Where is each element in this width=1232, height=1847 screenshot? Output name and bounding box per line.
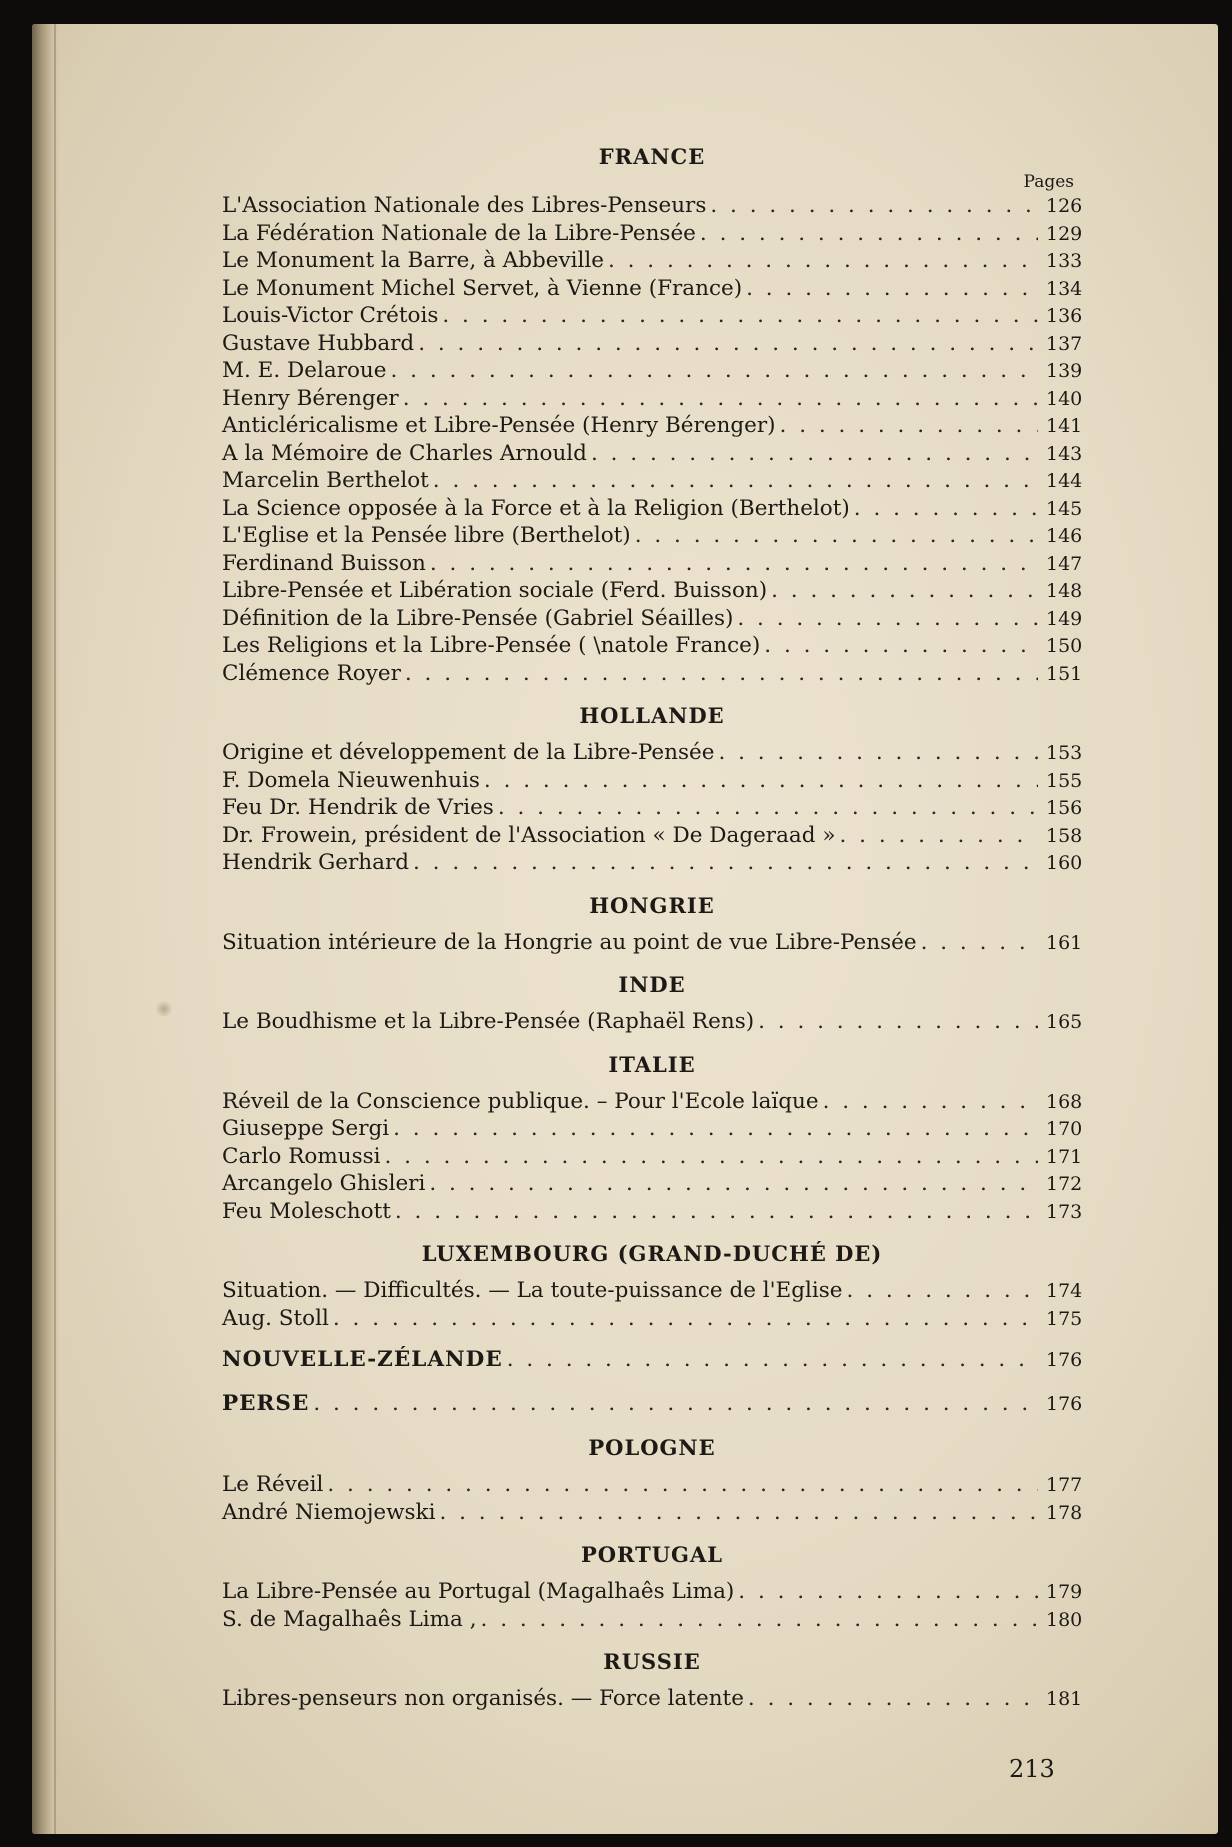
toc-entry [222, 412, 1082, 440]
section-heading-hollande: HOLLANDE [579, 703, 725, 728]
section-heading-entry-nouvelle-zelande [222, 1346, 1082, 1374]
dot-leader [839, 822, 1038, 850]
dot-leader [700, 220, 1038, 248]
entry-title: Feu Moleschott [222, 1198, 391, 1224]
dot-leader [847, 1277, 1038, 1305]
dot-leader [823, 1088, 1038, 1116]
entry-page-number: 178 [1046, 1501, 1083, 1524]
page-smudge [154, 1002, 174, 1016]
entry-page-number: 171 [1046, 1145, 1083, 1168]
entry-title: André Niemojewski [222, 1499, 436, 1525]
entry-page-number: 176 [1046, 1349, 1083, 1371]
toc-entry [222, 739, 1082, 767]
section-heading-france: FRANCE [598, 144, 706, 169]
entry-page-number: 139 [1046, 360, 1083, 382]
entry-page-number: 141 [1046, 415, 1083, 437]
entry-title: NOUVELLE-ZÉLANDE [222, 1347, 503, 1372]
dot-leader [439, 1499, 1038, 1527]
pages-column-label: Pages [1023, 172, 1074, 192]
entry-page-number: 181 [1046, 1688, 1083, 1710]
section-heading-luxembourg: LUXEMBOURG (GRAND-DUCHÉ DE) [421, 1241, 883, 1266]
entry-title: Le Monument Michel Servet, à Vienne (France) [222, 275, 743, 301]
entry-page-number: 144 [1046, 470, 1083, 492]
toc-entry [222, 767, 1082, 795]
entry-title: L'Association Nationale des Libres-Penseurs [222, 193, 707, 218]
entry-title: Carlo Romussi [222, 1143, 381, 1169]
entry-title: Le Boudhisme et la Libre-Pensée (Raphaël Rens) [222, 1009, 755, 1034]
entry-title: Définition de la Libre-Pensée (Gabriel Séailles) [222, 605, 734, 631]
entry-page-number: 165 [1046, 1011, 1083, 1033]
dot-leader [746, 275, 1038, 303]
entry-page-number: 140 [1046, 387, 1083, 410]
toc-entry [222, 1685, 1082, 1713]
entry-page-number: 137 [1046, 332, 1083, 355]
entry-page-number: 151 [1046, 662, 1083, 685]
entry-title: Clémence Royer [222, 660, 401, 686]
toc-entry [222, 632, 1082, 660]
toc-entry [222, 495, 1082, 523]
dot-leader [771, 577, 1038, 605]
entry-title: Marcelin Berthelot [222, 468, 429, 493]
entry-title: Dr. Frowein, président de l'Association « De Dageraad » [222, 822, 836, 848]
toc-entry [222, 1198, 1082, 1226]
entry-page-number: 179 [1046, 1581, 1083, 1603]
toc-entry [222, 1088, 1082, 1116]
toc-entry [222, 577, 1082, 605]
entry-title: La Science opposée à la Force et à la Religion (Berthelot) [222, 495, 850, 521]
entry-title: Aug. Stoll [222, 1305, 329, 1331]
entry-page-number: 180 [1046, 1608, 1083, 1631]
entry-title: Henry Bérenger [222, 385, 399, 411]
dot-leader [780, 412, 1038, 440]
dot-leader [608, 247, 1038, 275]
gutter-fold [54, 24, 56, 1834]
toc-entry [222, 1277, 1082, 1305]
dot-leader [481, 1606, 1038, 1634]
entry-title: Anticléricalisme et Libre-Pensée (Henry Bérenger) [222, 413, 776, 438]
section-heading-russie: RUSSIE [603, 1649, 701, 1674]
book-page [32, 24, 1218, 1834]
entry-page-number: 153 [1046, 742, 1083, 764]
entry-page-number: 143 [1046, 442, 1083, 465]
entry-title: Libres-penseurs non organisés. — Force latente [222, 1686, 744, 1711]
toc-entry [222, 247, 1082, 275]
entry-page-number: 172 [1046, 1173, 1083, 1195]
entry-title: Libre-Pensée et Libération sociale (Ferd. Buisson) [222, 578, 768, 603]
entry-page-number: 176 [1046, 1392, 1083, 1415]
toc-entry [222, 929, 1082, 957]
toc-entry [222, 440, 1082, 468]
entry-page-number: 147 [1046, 552, 1083, 575]
entry-title: Giuseppe Sergi [222, 1116, 390, 1141]
entry-page-number: 173 [1046, 1200, 1083, 1223]
dot-leader [591, 440, 1038, 468]
dot-leader [327, 1471, 1038, 1499]
entry-title: Réveil de la Conscience publique. – Pour l'Ecole laïque [222, 1088, 819, 1114]
page-number: 213 [1009, 1755, 1055, 1783]
dot-leader [413, 849, 1038, 877]
entry-page-number: 161 [1046, 931, 1083, 954]
toc-entry [222, 1578, 1082, 1606]
dot-leader [403, 385, 1038, 413]
entry-title: Gustave Hubbard [222, 330, 415, 356]
entry-title: La Fédération Nationale de la Libre-Pensée [222, 220, 696, 246]
entry-title: A la Mémoire de Charles Arnould [222, 440, 587, 466]
entry-page-number: 160 [1046, 852, 1083, 874]
toc-entry [222, 1143, 1082, 1171]
entry-title: Arcangelo Ghisleri [222, 1171, 426, 1196]
entry-title: Feu Dr. Hendrik de Vries [222, 795, 494, 820]
entry-page-number: 134 [1046, 277, 1083, 300]
entry-title: M. E. Delaroue [222, 358, 387, 383]
entry-page-number: 175 [1046, 1307, 1083, 1330]
dot-leader [738, 1578, 1038, 1606]
dot-leader [854, 495, 1038, 523]
toc-entry [222, 385, 1082, 413]
toc-entry [222, 192, 1082, 220]
entry-title: Situation intérieure de la Hongrie au point de vue Libre-Pensée [222, 929, 917, 955]
section-heading-pologne: POLOGNE [588, 1435, 716, 1460]
entry-title: F. Domela Nieuwenhuis [222, 767, 480, 793]
toc-entry [222, 330, 1082, 358]
toc-entry [222, 1499, 1082, 1527]
entry-title: Louis-Victor Crétois [222, 303, 439, 328]
entry-page-number: 156 [1046, 797, 1083, 819]
toc-entry [222, 794, 1082, 822]
toc-entry [222, 1606, 1082, 1634]
entry-title: Origine et développement de la Libre-Pensée [222, 740, 715, 765]
toc-entry [222, 357, 1082, 385]
dot-leader [393, 1115, 1038, 1143]
dot-leader [737, 605, 1038, 633]
dot-leader [395, 1198, 1038, 1226]
dot-leader [442, 302, 1038, 330]
toc-entry [222, 849, 1082, 877]
dot-leader [498, 794, 1038, 822]
entry-title: Le Réveil [222, 1472, 324, 1497]
entry-page-number: 145 [1046, 497, 1083, 520]
table-of-contents [222, 116, 1082, 1713]
toc-entry [222, 275, 1082, 303]
dot-leader [333, 1305, 1038, 1333]
entry-page-number: 133 [1046, 250, 1083, 272]
section-heading-inde: INDE [618, 972, 686, 997]
toc-entry [222, 822, 1082, 850]
dot-leader [635, 522, 1038, 550]
toc-entry [222, 220, 1082, 248]
toc-entry [222, 1471, 1082, 1499]
dot-leader [484, 767, 1038, 795]
toc-entry [222, 605, 1082, 633]
entry-page-number: 177 [1046, 1474, 1083, 1496]
entry-page-number: 126 [1046, 195, 1083, 217]
toc-entry [222, 1115, 1082, 1143]
entry-title: Situation. — Difficultés. — La toute-puissance de l'Eglise [222, 1278, 843, 1303]
dot-leader [507, 1346, 1038, 1374]
entry-page-number: 148 [1046, 580, 1083, 602]
dot-leader [710, 192, 1038, 220]
entry-page-number: 174 [1046, 1280, 1083, 1302]
dot-leader [433, 467, 1038, 495]
entry-title: L'Eglise et la Pensée libre (Berthelot) [222, 523, 631, 548]
dot-leader [391, 357, 1039, 385]
toc-entry [222, 550, 1082, 578]
entry-title: PERSE [222, 1390, 310, 1416]
entry-title: Ferdinand Buisson [222, 550, 426, 576]
entry-page-number: 150 [1046, 635, 1083, 657]
dot-leader [405, 660, 1038, 688]
dot-leader [764, 632, 1038, 660]
section-heading-hongrie: HONGRIE [589, 892, 715, 918]
entry-title: Hendrik Gerhard [222, 850, 409, 875]
section-heading-entry-perse [222, 1390, 1082, 1418]
section-heading-portugal: PORTUGAL [580, 1542, 724, 1567]
toc-entry [222, 522, 1082, 550]
dot-leader [718, 739, 1038, 767]
entry-page-number: 149 [1046, 607, 1083, 630]
entry-page-number: 168 [1046, 1090, 1083, 1113]
toc-entry [222, 1008, 1082, 1036]
dot-leader [313, 1390, 1038, 1418]
entry-title: S. de Magalhaês Lima , [222, 1606, 477, 1632]
entry-page-number: 136 [1046, 305, 1083, 327]
entry-page-number: 158 [1046, 824, 1083, 847]
entry-title: La Libre-Pensée au Portugal (Magalhaês Lima) [222, 1579, 735, 1604]
toc-entry [222, 302, 1082, 330]
entry-page-number: 155 [1046, 769, 1083, 792]
section-heading-italie: ITALIE [608, 1051, 696, 1077]
dot-leader [921, 929, 1038, 957]
dot-leader [429, 1170, 1038, 1198]
entry-page-number: 170 [1046, 1118, 1083, 1140]
dot-leader [748, 1685, 1038, 1713]
entry-page-number: 129 [1046, 222, 1083, 245]
entry-title: Le Monument la Barre, à Abbeville [222, 248, 604, 273]
dot-leader [385, 1143, 1038, 1171]
toc-entry [222, 660, 1082, 688]
entry-page-number: 146 [1046, 525, 1083, 547]
toc-entry [222, 467, 1082, 495]
dot-leader [418, 330, 1038, 358]
toc-entry [222, 1305, 1082, 1333]
dot-leader [430, 550, 1038, 578]
entry-title: Les Religions et la Libre-Pensée ( \natole France) [222, 633, 761, 658]
toc-entry [222, 1170, 1082, 1198]
dot-leader [758, 1008, 1038, 1036]
